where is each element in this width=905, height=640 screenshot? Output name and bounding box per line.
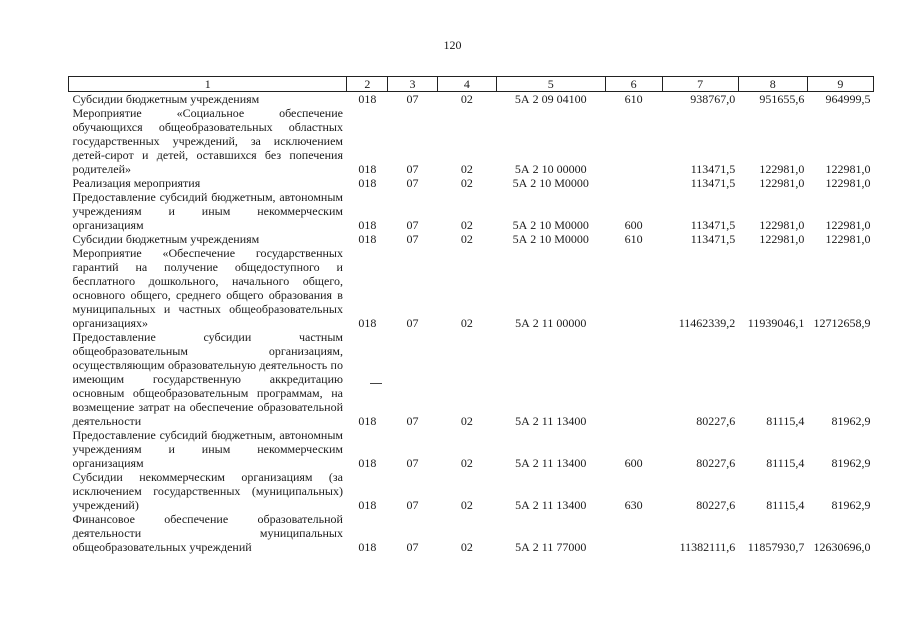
cell-amount-col9: 122981,0 bbox=[825, 176, 871, 190]
row-name: Предоставление субсидий бюджетным, автономным учреждениям и иным некоммерческим организациям bbox=[72, 190, 343, 232]
cell-target-article: 5А 2 11 00000 bbox=[515, 316, 587, 330]
cell-amount-col8: 81115,4 bbox=[766, 414, 805, 428]
cell-target-article: 5А 2 10 М0000 bbox=[512, 232, 589, 246]
row-name: Предоставление субсидии частным общеобразовательным организациям, осуществляющим образовательную деятельность по имеющим государственную аккредитацию основным общеобразовательным программам, на возмещение затрат на обеспечение образовательной деятельности bbox=[72, 330, 343, 428]
cell-amount-col7: 80227,6 bbox=[696, 456, 736, 470]
cell-section: 07 bbox=[406, 92, 419, 106]
cell-section: 07 bbox=[406, 456, 419, 470]
cell-amount-col9: 12712658,9 bbox=[813, 316, 871, 330]
cell-subsection: 02 bbox=[460, 162, 473, 176]
cell-amount-col7: 113471,5 bbox=[690, 176, 736, 190]
table-row bbox=[69, 106, 874, 176]
row-name: Предоставление субсидий бюджетным, автономным учреждениям и иным некоммерческим организациям bbox=[72, 428, 343, 470]
cell-subsection: 02 bbox=[460, 92, 473, 106]
cell-expense-type: 600 bbox=[624, 456, 643, 470]
cell-expense-type: 630 bbox=[624, 498, 643, 512]
cell-expense-type bbox=[605, 246, 662, 330]
cell-subsection: 02 bbox=[460, 232, 473, 246]
cell-expense-type: 610 bbox=[624, 92, 643, 106]
cell-ministry-code: 018 bbox=[358, 540, 377, 554]
cell-ministry-code: 018 bbox=[358, 176, 377, 190]
cell-ministry-code: 018 bbox=[358, 498, 377, 512]
cell-amount-col9: 964999,5 bbox=[825, 92, 871, 106]
cell-subsection: 02 bbox=[460, 316, 473, 330]
column-header: 5 bbox=[496, 77, 605, 92]
column-header: 3 bbox=[388, 77, 438, 92]
row-name: Субсидии бюджетным учреждениям bbox=[72, 92, 260, 106]
column-header: 2 bbox=[347, 77, 388, 92]
cell-subsection: 02 bbox=[460, 498, 473, 512]
cell-section: 07 bbox=[406, 218, 419, 232]
column-header: 7 bbox=[662, 77, 738, 92]
table-row bbox=[69, 92, 874, 107]
table-row bbox=[69, 176, 874, 190]
column-header: 6 bbox=[605, 77, 662, 92]
cell-ministry-code: 018 bbox=[358, 414, 377, 428]
cell-section: 07 bbox=[406, 498, 419, 512]
table-row bbox=[69, 428, 874, 470]
row-name: Субсидии некоммерческим организациям (за исключением государственных (муниципальных) учреждений) bbox=[72, 470, 343, 512]
cell-amount-col7: 80227,6 bbox=[696, 414, 736, 428]
cell-section: 07 bbox=[406, 316, 419, 330]
cell-amount-col8: 11857930,7 bbox=[747, 540, 805, 554]
cell-ministry-code: 018 bbox=[358, 162, 377, 176]
cell-amount-col9: 81962,9 bbox=[831, 414, 871, 428]
row-name: Мероприятие «Социальное обеспечение обучающихся общеобразовательных областных государственных учреждений, за исключением детей-сирот и детей, оставшихся без попечения родителей» bbox=[72, 106, 343, 176]
row-name: Мероприятие «Обеспечение государственных гарантий на получение общедоступного и бесплатного дошкольного, начального общего, основного общего, среднего общего образования в муниципальных и частных общеобразовательных организациях» bbox=[72, 246, 343, 330]
cell-amount-col8: 122981,0 bbox=[759, 232, 805, 246]
table-row bbox=[69, 246, 874, 330]
cell-amount-col8: 122981,0 bbox=[759, 218, 805, 232]
cell-subsection: 02 bbox=[460, 414, 473, 428]
row-name: Реализация мероприятия bbox=[72, 176, 201, 190]
cell-amount-col7: 113471,5 bbox=[690, 232, 736, 246]
cell-target-article: 5А 2 11 77000 bbox=[515, 540, 587, 554]
cell-expense-type bbox=[605, 176, 662, 190]
row-name: Финансовое обеспечение образовательной деятельности муниципальных общеобразовательных учреждений bbox=[72, 512, 343, 554]
page-number: 120 bbox=[443, 38, 462, 52]
cell-amount-col9: 81962,9 bbox=[831, 456, 871, 470]
column-header: 8 bbox=[738, 77, 807, 92]
cell-target-article: 5А 2 10 М0000 bbox=[512, 218, 589, 232]
cell-expense-type: 610 bbox=[624, 232, 643, 246]
cell-target-article: 5А 2 10 00000 bbox=[514, 162, 587, 176]
cell-amount-col7: 11462339,2 bbox=[678, 316, 736, 330]
cell-amount-col8: 81115,4 bbox=[766, 456, 805, 470]
cell-section: 07 bbox=[406, 232, 419, 246]
cell-amount-col9: 122981,0 bbox=[825, 218, 871, 232]
cell-target-article: 5А 2 09 04100 bbox=[514, 92, 587, 106]
cell-amount-col7: 113471,5 bbox=[690, 218, 736, 232]
cell-subsection: 02 bbox=[460, 456, 473, 470]
cell-target-article: 5А 2 10 М0000 bbox=[512, 176, 589, 190]
cell-amount-col7: 11382111,6 bbox=[679, 540, 736, 554]
cell-amount-col9: 81962,9 bbox=[831, 498, 871, 512]
cell-amount-col8: 122981,0 bbox=[759, 162, 805, 176]
cell-subsection: 02 bbox=[460, 176, 473, 190]
cell-target-article: 5А 2 11 13400 bbox=[515, 414, 587, 428]
cell-section: 07 bbox=[406, 162, 419, 176]
cell-amount-col8: 81115,4 bbox=[766, 498, 805, 512]
column-header: 4 bbox=[437, 77, 496, 92]
cell-amount-col9: 12630696,0 bbox=[813, 540, 871, 554]
cell-section: 07 bbox=[406, 176, 419, 190]
row-name: Субсидии бюджетным учреждениям bbox=[72, 232, 260, 246]
cell-target-article: 5А 2 11 13400 bbox=[515, 498, 587, 512]
table-row bbox=[69, 470, 874, 512]
cell-amount-col7: 113471,5 bbox=[690, 162, 736, 176]
cell-section: 07 bbox=[406, 414, 419, 428]
cell-subsection: 02 bbox=[460, 218, 473, 232]
table-header-row bbox=[69, 77, 874, 92]
cell-expense-type bbox=[605, 106, 662, 176]
cell-section: 07 bbox=[406, 540, 419, 554]
budget-table bbox=[68, 76, 874, 554]
column-header: 9 bbox=[807, 77, 873, 92]
column-header: 1 bbox=[69, 77, 347, 92]
table-row bbox=[69, 512, 874, 554]
cell-expense-type bbox=[605, 330, 662, 428]
cell-amount-col8: 11939046,1 bbox=[747, 316, 805, 330]
table-row bbox=[69, 190, 874, 232]
cell-amount-col9: 122981,0 bbox=[825, 232, 871, 246]
cell-amount-col7: 938767,0 bbox=[690, 92, 736, 106]
cell-ministry-code: 018 bbox=[358, 218, 377, 232]
cell-amount-col8: 951655,6 bbox=[759, 92, 805, 106]
cell-subsection: 02 bbox=[460, 540, 473, 554]
budget-table-sheet bbox=[68, 76, 874, 554]
cell-amount-col7: 80227,6 bbox=[696, 498, 736, 512]
cell-ministry-code: 018 bbox=[358, 456, 377, 470]
cell-ministry-code: 018 bbox=[358, 92, 377, 106]
cell-expense-type: 600 bbox=[624, 218, 643, 232]
table-row bbox=[69, 232, 874, 246]
table-row bbox=[69, 330, 874, 428]
cell-expense-type bbox=[605, 512, 662, 554]
cell-ministry-code: 018 bbox=[358, 232, 377, 246]
cell-target-article: 5А 2 11 13400 bbox=[515, 456, 587, 470]
scan-dash-mark bbox=[370, 383, 382, 384]
cell-amount-col9: 122981,0 bbox=[825, 162, 871, 176]
cell-amount-col8: 122981,0 bbox=[759, 176, 805, 190]
cell-ministry-code: 018 bbox=[358, 316, 377, 330]
